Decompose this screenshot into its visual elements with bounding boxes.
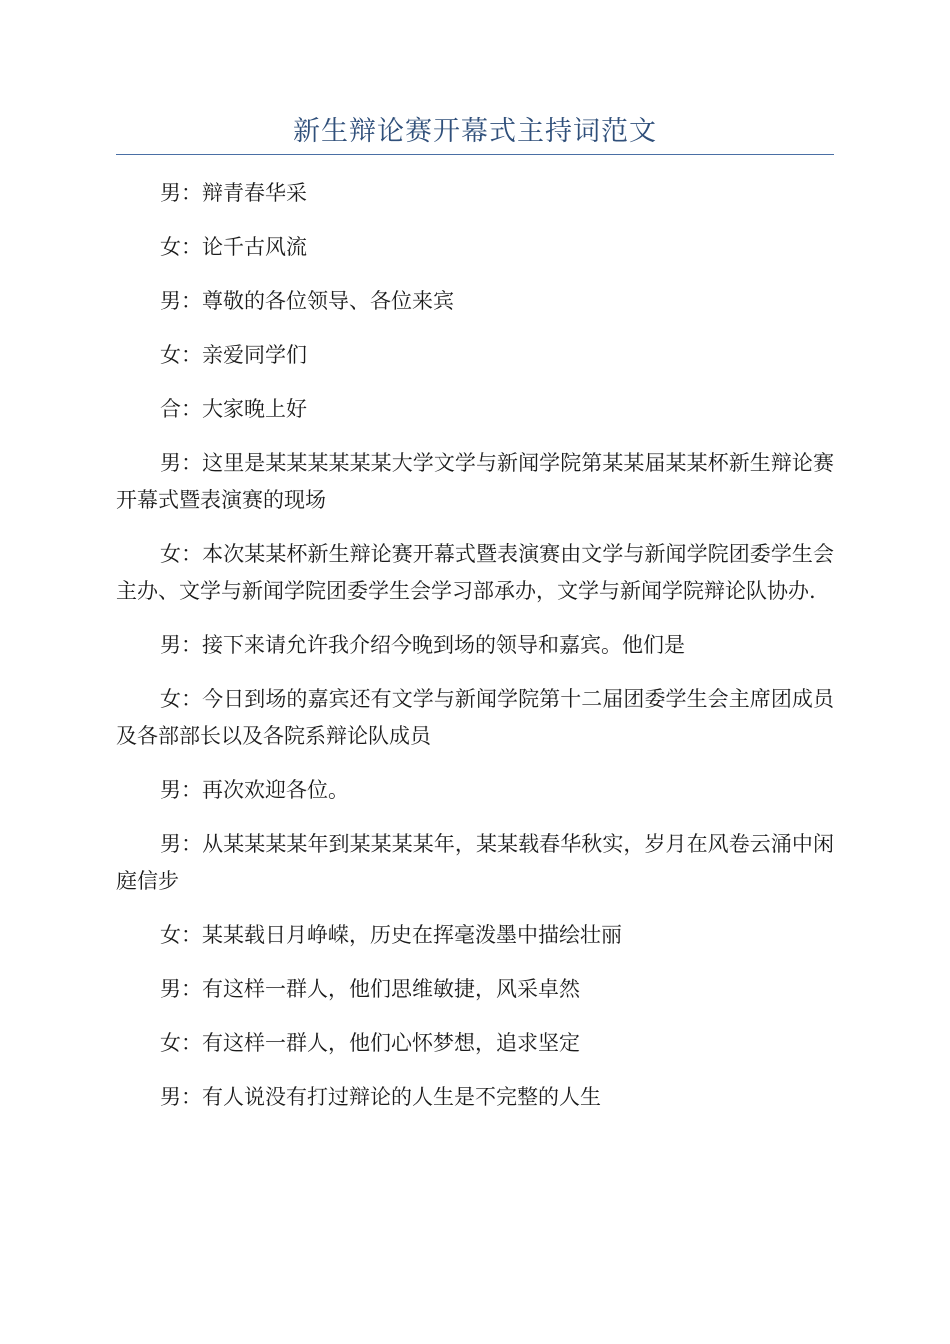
paragraph: 男：再次欢迎各位。	[160, 778, 349, 802]
title-underline	[116, 154, 834, 155]
paragraph: 女：今日到场的嘉宾还有文学与新闻学院第十二届团委学生会主席团成员及各部部长以及各院系辩论队成员	[116, 687, 834, 748]
paragraph: 合：大家晚上好	[160, 397, 307, 421]
document-body	[116, 175, 834, 1133]
document-title: 新生辩论赛开幕式主持词范文	[293, 116, 657, 147]
paragraph: 女：有这样一群人，他们心怀梦想，追求坚定	[160, 1031, 580, 1055]
paragraph: 男：这里是某某某某某某大学文学与新闻学院第某某届某某杯新生辩论赛开幕式暨表演赛的现场	[116, 451, 834, 512]
paragraph: 女：本次某某杯新生辩论赛开幕式暨表演赛由文学与新闻学院团委学生会主办、文学与新闻学院团委学生会学习部承办，文学与新闻学院辩论队协办.	[116, 542, 834, 603]
paragraph: 男：辩青春华采	[160, 181, 307, 205]
paragraph: 男：有人说没有打过辩论的人生是不完整的人生	[160, 1085, 601, 1109]
paragraph: 女：亲爱同学们	[160, 343, 307, 367]
paragraph: 女：某某载日月峥嵘，历史在挥毫泼墨中描绘壮丽	[160, 923, 622, 947]
paragraph: 女：论千古风流	[160, 235, 307, 259]
paragraph: 男：尊敬的各位领导、各位来宾	[160, 289, 454, 313]
paragraph: 男：接下来请允许我介绍今晚到场的领导和嘉宾。他们是	[160, 633, 685, 657]
paragraph: 男：从某某某某年到某某某某年，某某载春华秋实，岁月在风卷云涌中闲庭信步	[116, 832, 834, 893]
paragraph: 男：有这样一群人，他们思维敏捷，风采卓然	[160, 977, 580, 1001]
